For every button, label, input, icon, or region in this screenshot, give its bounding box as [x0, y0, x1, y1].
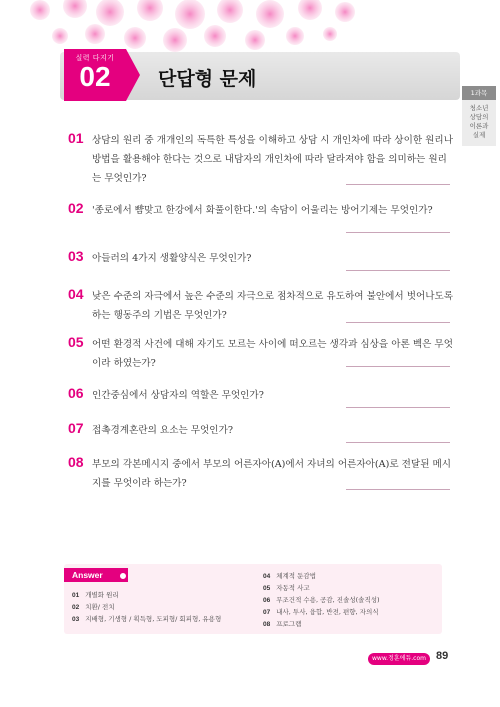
answer-number: 08 [263, 621, 271, 628]
answer-number: 05 [263, 585, 271, 592]
answer-item [72, 602, 115, 611]
section-badge [64, 49, 126, 101]
question-number: 03 [68, 248, 84, 264]
question-number: 04 [68, 286, 84, 302]
answer-line[interactable] [346, 489, 450, 490]
badge-label: 실력 다지기 [75, 54, 115, 62]
badge-number: 02 [79, 61, 111, 92]
answer-item [263, 571, 316, 580]
answer-tag: Answer [64, 568, 128, 582]
side-subject-label [462, 104, 496, 140]
question-number: 08 [68, 454, 84, 470]
answer-text: 지배형, 기생형 / 획득형, 도피형/ 회피형, 유용형 [85, 615, 222, 623]
question-text: 접촉경계혼란의 요소는 무엇인가? [92, 425, 233, 436]
question-text: 낮은 수준의 자극에서 높은 수준의 자극으로 점차적으로 유도하여 불안에서 벗어나도록 하는 행동주의 기법은 무엇인가? [92, 291, 454, 321]
answer-text: 체계적 둔감법 [276, 572, 316, 580]
answer-text: 무조건적 수용, 공감, 진솔성(솔직성) [276, 596, 380, 604]
side-subject-line: 청소년 [469, 104, 489, 112]
answer-text: 개별화 원리 [85, 591, 119, 599]
answer-line[interactable] [346, 322, 450, 323]
question-text: 아들러의 4가지 생활양식은 무엇인가? [92, 253, 252, 264]
answer-text: 자동적 사고 [276, 584, 310, 592]
answer-number: 02 [72, 604, 80, 611]
answer-item [263, 607, 379, 616]
footer-url[interactable]: www.정훈에듀.com [368, 653, 430, 665]
side-subject-line: 이론과 [469, 122, 489, 130]
badge-arrow [126, 49, 140, 101]
question-text: 상담의 원리 중 개개인의 독특한 특성을 이해하고 상담 시 개인차에 따라 상이한 원리나 방법을 활용해야 한다는 것으로 내담자의 개인차에 따라 달라져야 함을 의미하는 원리는 무엇인가? [92, 135, 453, 184]
side-chapter-label: 1과목 [462, 86, 496, 100]
question-number: 07 [68, 420, 84, 436]
answer-number: 07 [263, 609, 271, 616]
answer-text: 치환/ 전치 [85, 603, 115, 611]
question-number: 06 [68, 385, 84, 401]
side-subject-line: 상담의 [469, 113, 489, 121]
question-number: 05 [68, 334, 84, 350]
answer-item [72, 590, 119, 599]
answer-line[interactable] [346, 442, 450, 443]
answer-text: 내사, 투사, 융합, 반전, 편향, 자의식 [276, 608, 379, 616]
answer-item [263, 583, 310, 592]
answer-line[interactable] [346, 270, 450, 271]
page-number: 89 [436, 650, 449, 662]
answer-tag-dot [119, 572, 127, 580]
question-text: 어떤 환경적 사건에 대해 자기도 모르는 사이에 떠오르는 생각과 심상을 아론 벡은 무엇이라 하였는가? [92, 339, 453, 369]
side-subject-line: 실제 [472, 131, 486, 139]
question-text: 인간중심에서 상담자의 역할은 무엇인가? [92, 390, 264, 401]
answer-number: 01 [72, 592, 80, 599]
answer-item [263, 619, 301, 628]
answer-text: 프로그램 [276, 620, 302, 628]
question-text: '종로에서 뺨맞고 한강에서 화풀이한다.'의 속담이 어울리는 방어기제는 무엇인가? [92, 205, 433, 216]
answer-line[interactable] [346, 407, 450, 408]
question-number: 01 [68, 130, 84, 146]
answer-item [263, 595, 380, 604]
section-title: 단답형 문제 [158, 68, 257, 90]
question-text: 부모의 각본메시지 중에서 부모의 어른자아(A)에서 자녀의 어른자아(A)로 전달된 메시지를 무엇이라 하는가? [92, 459, 452, 489]
answer-number: 04 [263, 573, 271, 580]
answer-line[interactable] [346, 232, 450, 233]
answer-item [72, 614, 221, 623]
question-number: 02 [68, 200, 84, 216]
answer-number: 03 [72, 616, 80, 623]
answer-line[interactable] [346, 366, 450, 367]
answer-line[interactable] [346, 184, 450, 185]
answer-number: 06 [263, 597, 271, 604]
